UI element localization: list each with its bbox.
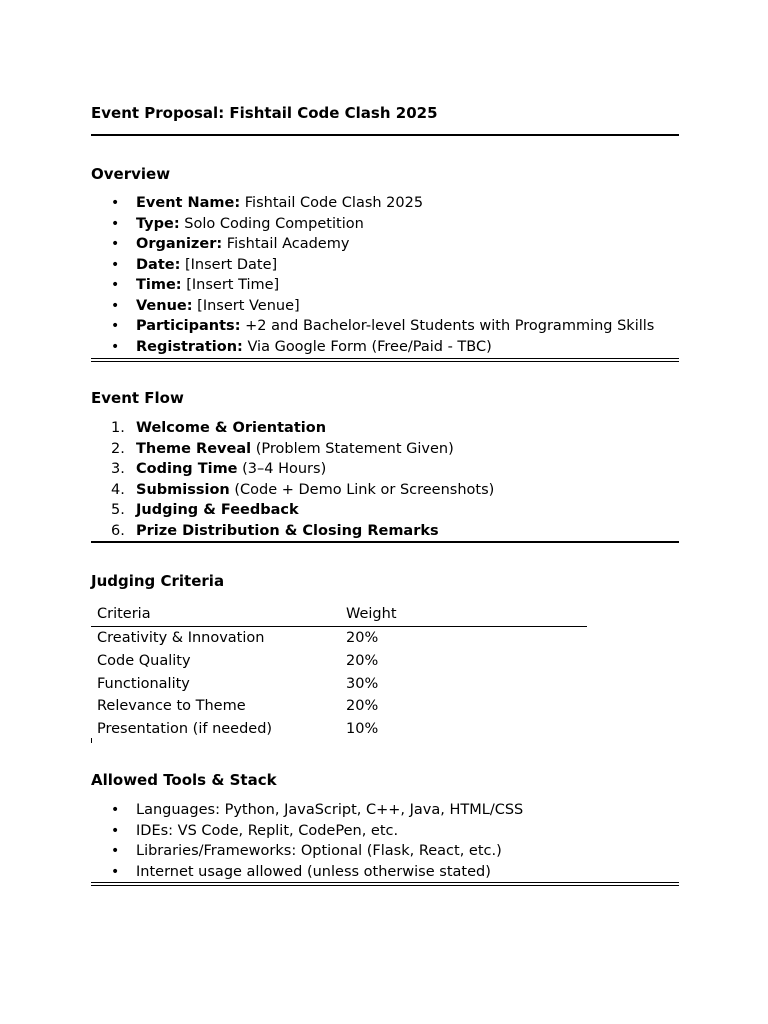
- bullet-icon: •: [111, 256, 120, 273]
- bullet-icon: •: [111, 277, 120, 293]
- item-value: +2 and Bachelor-level Students with Programming Skills: [240, 318, 655, 334]
- tools-list: [91, 800, 523, 882]
- item-value: Solo Coding Competition: [179, 215, 364, 232]
- event-flow-heading: Event Flow: [91, 389, 184, 407]
- weight-cell: 10%: [346, 721, 379, 738]
- criteria-cell: Presentation (if needed): [97, 721, 273, 738]
- step-title: Submission: [136, 481, 230, 498]
- list-item: [91, 841, 523, 862]
- step-detail: (Problem Statement Given): [251, 440, 454, 457]
- judging-table: [91, 602, 587, 741]
- bullet-icon: •: [111, 215, 120, 232]
- table-row: [91, 718, 587, 741]
- item-text: IDEs: VS Code, Replit, CodePen, etc.: [136, 822, 399, 839]
- bullet-icon: •: [111, 338, 120, 355]
- item-value: Via Google Form (Free/Paid - TBC): [242, 338, 492, 355]
- weight-cell: 20%: [346, 652, 379, 669]
- table-corner-mark: [91, 738, 92, 743]
- bullet-icon: •: [111, 863, 120, 880]
- list-item: [91, 521, 494, 542]
- step-detail: (3–4 Hours): [237, 461, 327, 477]
- list-item: [91, 418, 494, 439]
- item-value: [Insert Time]: [181, 277, 280, 293]
- weight-cell: 20%: [346, 698, 379, 715]
- item-label: Venue:: [136, 297, 193, 314]
- step-number: 5.: [111, 502, 125, 518]
- table-header-row: [91, 602, 587, 627]
- item-text: Internet usage allowed (unless otherwise stated): [136, 863, 491, 880]
- item-text: Languages: Python, JavaScript, C++, Java, HTML/CSS: [136, 802, 524, 818]
- item-text: Libraries/Frameworks: Optional (Flask, React, etc.): [136, 843, 502, 859]
- step-title: Coding Time: [136, 461, 238, 477]
- item-label: Organizer:: [136, 236, 223, 252]
- list-item: [91, 439, 494, 460]
- overview-heading: Overview: [91, 165, 171, 183]
- column-header-criteria: Criteria: [91, 602, 340, 627]
- list-item: [91, 862, 523, 883]
- item-value: [Insert Date]: [180, 256, 278, 273]
- title-divider: [91, 134, 679, 136]
- list-item: [91, 459, 494, 480]
- list-item: [91, 337, 654, 358]
- step-number: 6.: [111, 522, 125, 539]
- item-label: Type:: [136, 215, 180, 232]
- step-number: 4.: [111, 481, 125, 498]
- bullet-icon: •: [111, 195, 120, 211]
- bullet-icon: •: [111, 297, 120, 314]
- table-row: [91, 650, 587, 673]
- table-row: [91, 673, 587, 696]
- bullet-icon: •: [111, 802, 120, 818]
- criteria-cell: Relevance to Theme: [97, 698, 246, 715]
- step-number: 2.: [111, 440, 125, 457]
- item-label: Participants:: [136, 318, 241, 334]
- weight-cell: 20%: [346, 630, 379, 646]
- document-title: Event Proposal: Fishtail Code Clash 2025: [91, 104, 438, 122]
- list-item: [91, 480, 494, 501]
- list-item: [91, 316, 654, 337]
- step-title: Theme Reveal: [136, 440, 252, 457]
- step-detail: (Code + Demo Link or Screenshots): [229, 481, 495, 498]
- table-row: [91, 627, 587, 650]
- bullet-icon: •: [111, 236, 120, 252]
- tools-divider: [91, 882, 679, 886]
- list-item: [91, 193, 654, 214]
- bullet-icon: •: [111, 843, 120, 859]
- overview-list: [91, 193, 654, 357]
- item-value: Fishtail Code Clash 2025: [240, 195, 424, 211]
- list-item: [91, 214, 654, 235]
- item-value: [Insert Venue]: [192, 297, 300, 314]
- step-title: Judging & Feedback: [136, 502, 299, 518]
- list-item: [91, 500, 494, 521]
- item-label: Registration:: [136, 338, 243, 355]
- bullet-icon: •: [111, 318, 120, 334]
- bullet-icon: •: [111, 822, 120, 839]
- judging-heading: Judging Criteria: [91, 572, 225, 590]
- column-header-weight: Weight: [340, 602, 587, 627]
- step-number: 1.: [111, 420, 125, 436]
- list-item: [91, 821, 523, 842]
- list-item: [91, 275, 654, 296]
- criteria-cell: Functionality: [97, 675, 190, 692]
- step-number: 3.: [111, 461, 125, 477]
- item-label: Date:: [136, 256, 181, 273]
- criteria-cell: Code Quality: [97, 652, 191, 669]
- event-flow-divider: [91, 541, 679, 543]
- event-flow-list: [91, 418, 494, 541]
- item-label: Time:: [136, 277, 182, 293]
- criteria-cell: Creativity & Innovation: [97, 630, 265, 646]
- list-item: [91, 296, 654, 317]
- step-title: Welcome & Orientation: [136, 420, 327, 436]
- item-value: Fishtail Academy: [222, 236, 350, 252]
- list-item: [91, 800, 523, 821]
- step-title: Prize Distribution & Closing Remarks: [136, 522, 439, 539]
- list-item: [91, 234, 654, 255]
- weight-cell: 30%: [346, 675, 379, 692]
- list-item: [91, 255, 654, 276]
- overview-divider: [91, 358, 679, 362]
- tools-heading: Allowed Tools & Stack: [91, 771, 277, 789]
- table-row: [91, 695, 587, 718]
- item-label: Event Name:: [136, 195, 241, 211]
